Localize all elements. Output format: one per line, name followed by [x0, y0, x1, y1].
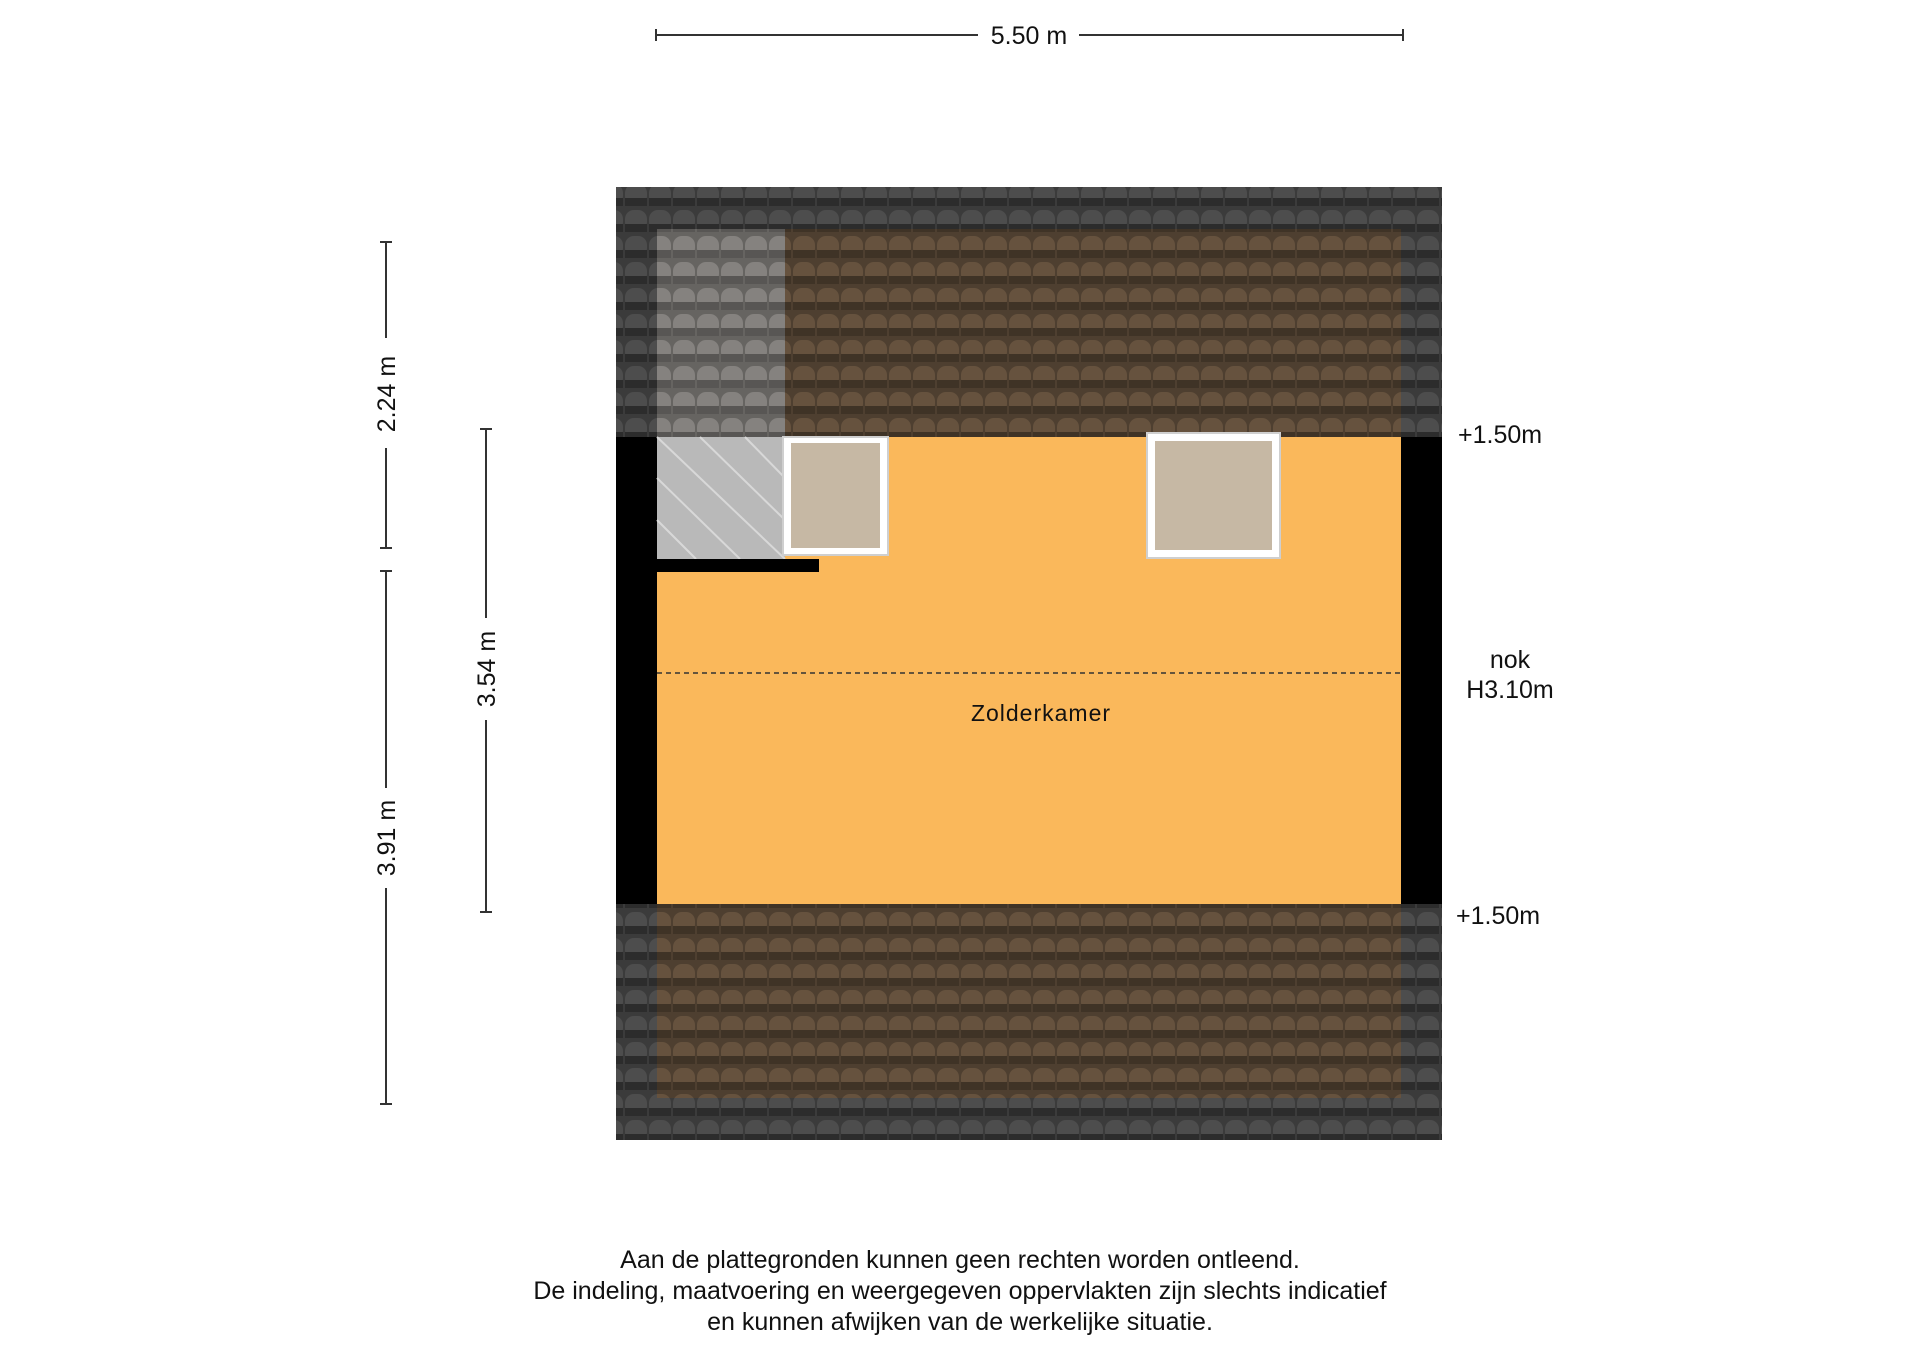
height-bottom-edge: +1.50m	[1456, 902, 1541, 930]
dimension-left-lower	[373, 571, 401, 1104]
wall-left	[616, 437, 657, 904]
dimension-left-upper	[373, 242, 401, 548]
width-dimension	[656, 22, 1403, 50]
dimension-left-upper-label: 2.24 m	[373, 355, 401, 433]
width-label: 5.50 m	[990, 22, 1068, 50]
ridge-height: H3.10m	[1466, 676, 1554, 704]
disclaimer-line-1: Aan de plattegronden kunnen geen rechten worden ontleend.	[620, 1246, 1300, 1274]
wall-right	[1401, 437, 1442, 904]
dimension-inner-height	[473, 429, 501, 912]
skylight-left	[783, 437, 888, 555]
skylight-right	[1147, 433, 1280, 558]
disclaimer	[0, 1245, 1920, 1338]
disclaimer-line-3: en kunnen afwijken van de werkelijke situatie.	[707, 1308, 1213, 1336]
dimension-left-lower-label: 3.91 m	[373, 799, 401, 877]
stair-partition-wall	[657, 559, 819, 572]
staircase	[657, 437, 785, 559]
disclaimer-line-2: De indeling, maatvoering en weergegeven oppervlakten zijn slechts indicatief	[533, 1277, 1387, 1305]
roof-top	[616, 187, 1442, 437]
room-label: Zolderkamer	[970, 700, 1112, 726]
dimension-inner-height-label: 3.54 m	[473, 630, 501, 708]
ridge-label: nok	[1489, 646, 1531, 674]
height-top-edge: +1.50m	[1458, 421, 1543, 449]
roof-bottom	[616, 904, 1442, 1140]
